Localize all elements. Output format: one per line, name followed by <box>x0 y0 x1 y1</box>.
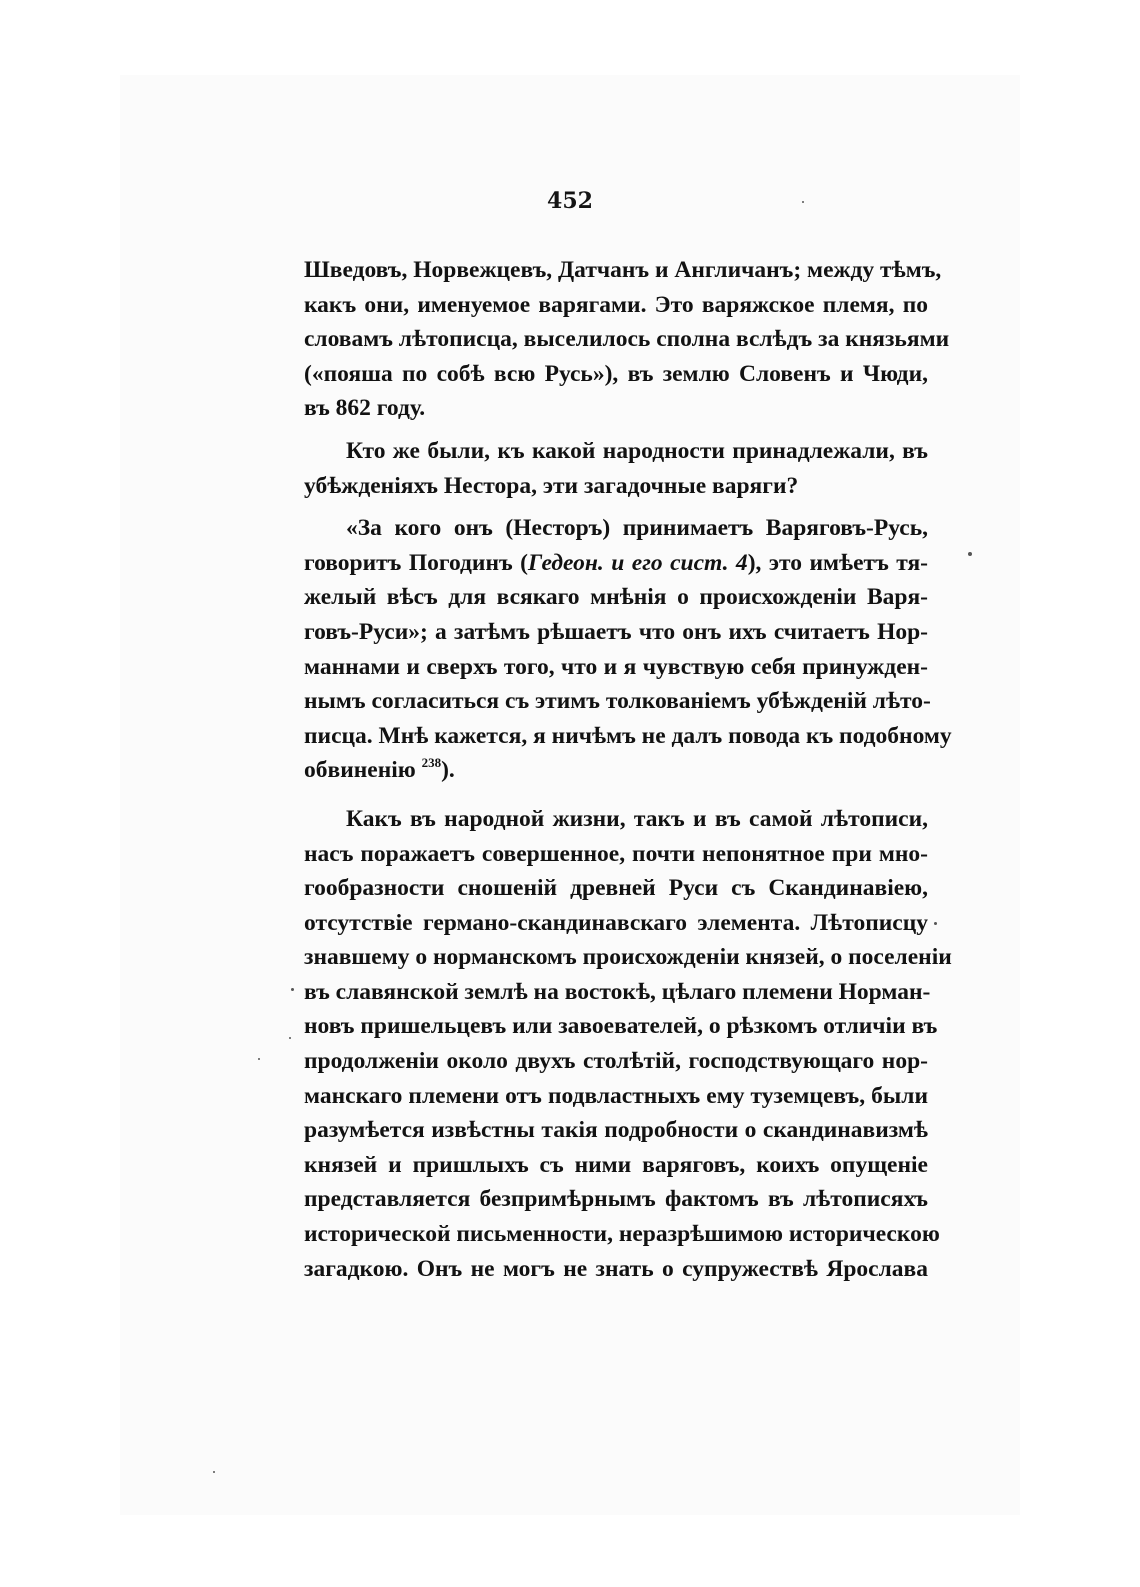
scan-speck <box>289 1037 291 1039</box>
paragraph-4 <box>304 802 952 1286</box>
paragraph-3 <box>304 511 952 788</box>
text-line: гообразности сношеній древней Руси съ Скандинавіею, <box>304 875 928 902</box>
text-line: словамъ лѣтописца, выселилось сполна вслѣдъ за князьями <box>304 326 950 353</box>
text-line: разумѣется извѣстны такія подробности о скандинавизмѣ <box>304 1117 928 1144</box>
text-line: Какъ въ народной жизни, такъ и въ самой лѣтописи, <box>346 805 928 832</box>
text-line: новъ пришельцевъ или завоевателей, о рѣзкомъ отличіи въ <box>304 1013 938 1040</box>
scan-speck <box>934 922 937 925</box>
paragraph-2 <box>304 434 928 503</box>
text-line: убѣжденіяхъ Нестора, эти загадочные варяги? <box>304 472 799 499</box>
scan-speck <box>258 1058 260 1060</box>
scan-speck <box>213 1471 215 1473</box>
text-line: продолженіи около двухъ столѣтій, господствующаго нор- <box>304 1048 928 1075</box>
page-body <box>304 253 952 1286</box>
scan-speck <box>968 552 972 556</box>
text-line: Кто же были, къ какой народности принадлежали, въ <box>346 437 928 464</box>
scan-speck <box>802 201 804 203</box>
text-line: писца. Мнѣ кажется, я ничѣмъ не далъ повода къ подобному <box>304 722 952 749</box>
line-text: ), это имѣетъ тя- <box>747 549 929 576</box>
line-text: говоритъ Погодинъ ( <box>304 549 528 576</box>
text-line: нымъ согласиться съ этимъ толкованіемъ убѣжденій лѣто- <box>304 688 931 715</box>
text-line: знавшему о норманскомъ происхожденіи князей, о поселеніи <box>304 944 952 971</box>
scan-speck <box>291 988 294 991</box>
text-line: исторической письменности, неразрѣшимою историческою <box>304 1221 940 1248</box>
text-line: насъ поражаетъ совершенное, почти непонятное при мно- <box>304 840 928 867</box>
text-line: желый вѣсъ для всякаго мнѣнія о происхожденіи Варя- <box>304 584 928 611</box>
text-line <box>304 753 928 788</box>
text-line: какъ они, именуемое варягами. Это варяжское племя, по <box>304 291 928 318</box>
page-number: 452 <box>547 188 593 214</box>
citation-reference: Гедеон. и его сист. 4 <box>528 549 748 576</box>
text-line: говъ-Руси»; а затѣмъ рѣшаетъ что онъ ихъ считаетъ Нор- <box>304 618 928 645</box>
text-line: манскаго племени отъ подвластныхъ ему туземцевъ, были <box>304 1082 928 1109</box>
text-line: «За кого онъ (Несторъ) принимаетъ Варяговъ-Русь, <box>346 515 928 542</box>
text-line: отсутствіе германо-скандинавскаго элемента. Лѣтописцу <box>304 909 928 936</box>
text-line: («пояша по собѣ всю Русь»), въ землю Словенъ и Чюди, <box>304 360 928 387</box>
line-text: обвиненію <box>304 757 416 784</box>
footnote-marker: 238 <box>421 755 442 771</box>
text-line: въ 862 году. <box>304 395 426 422</box>
text-line: представляется безпримѣрнымъ фактомъ въ лѣтописяхъ <box>304 1186 928 1213</box>
text-line: маннами и сверхъ того, что и я чувствую себя принужден- <box>304 653 928 680</box>
text-line: князей и пришлыхъ съ ними варяговъ, коихъ опущеніе <box>304 1151 928 1178</box>
text-line: Шведовъ, Норвежцевъ, Датчанъ и Англичанъ; между тѣмъ, <box>304 257 942 283</box>
text-line: загадкою. Онъ не могъ не знать о супружествѣ Ярослава <box>304 1255 928 1282</box>
line-text: ). <box>441 757 455 784</box>
text-line <box>304 546 928 581</box>
text-line: въ славянской землѣ на востокѣ, цѣлаго племени Норман- <box>304 978 931 1005</box>
paragraph-1 <box>304 253 950 426</box>
